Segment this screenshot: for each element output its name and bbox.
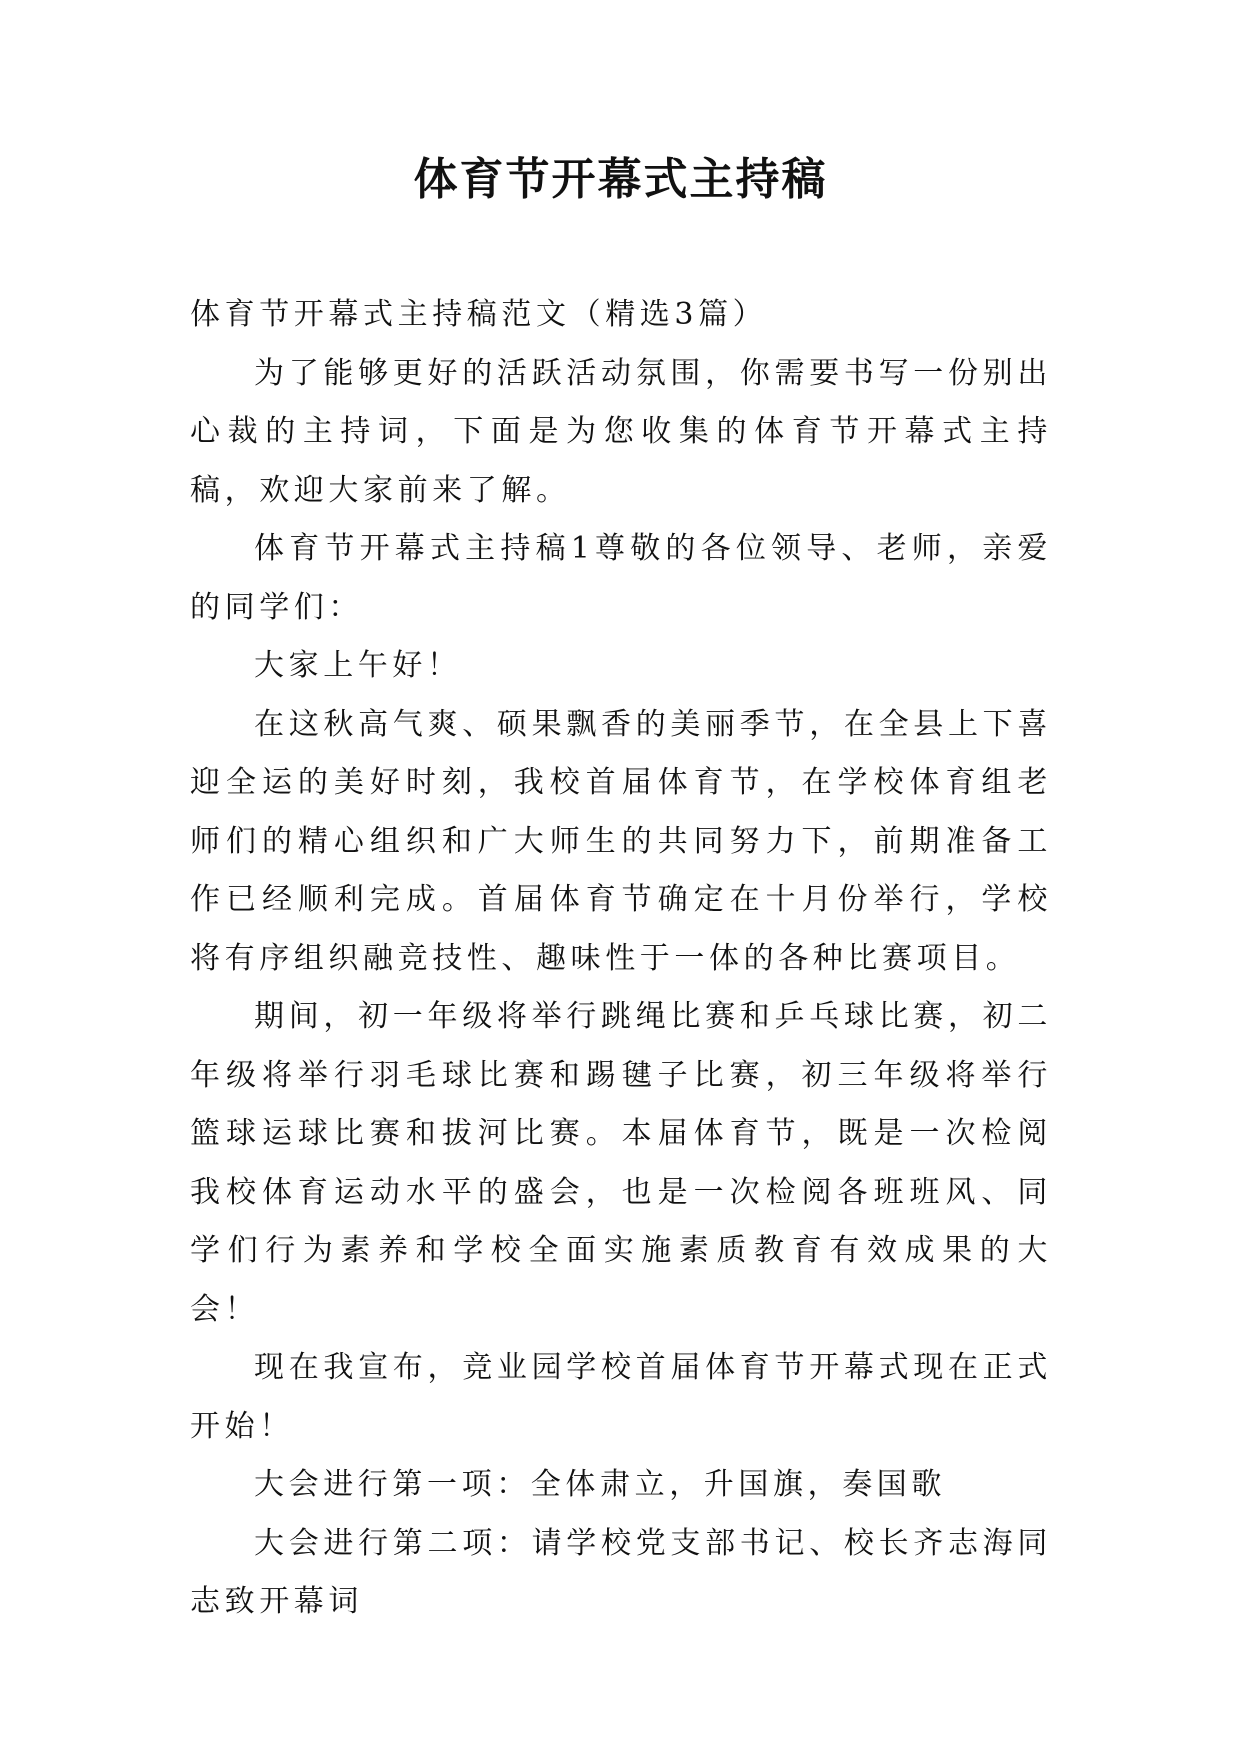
document-body [190,286,1052,1632]
paragraph-item-two: 大会进行第二项：请学校党支部书记、校长齐志海同志致开幕词 [190,1525,1052,1619]
paragraph-good-morning: 大家上午好！ [254,648,462,683]
paragraph-subtitle: 体育节开幕式主持稿范文（精选3篇） [190,297,768,332]
paragraph-item-one: 大会进行第一项：全体肃立，升国旗，奏国歌 [254,1467,946,1502]
paragraph-autumn: 在这秋高气爽、硕果飘香的美丽季节，在全县上下喜迎全运的美好时刻，我校首届体育节，在学校体育组老师们的精心组织和广大师生的共同努力下，前期准备工作已经顺利完成。首届体育节确定在十月份举行，学校将有序组织融竞技性、趣味性于一体的各种比赛项目。 [190,706,1052,976]
document-title: 体育节开幕式主持稿 [413,154,828,205]
paragraph-announcement: 现在我宣布，竞业园学校首届体育节开幕式现在正式开始！ [190,1350,1052,1444]
paragraph-greeting: 体育节开幕式主持稿1尊敬的各位领导、老师，亲爱的同学们： [190,531,1052,625]
paragraph-intro: 为了能够更好的活跃活动氛围，你需要书写一份别出心裁的主持词，下面是为您收集的体育节开幕式主持稿，欢迎大家前来了解。 [190,355,1052,508]
paragraph-events: 期间，初一年级将举行跳绳比赛和乒乓球比赛，初二年级将举行羽毛球比赛和踢毽子比赛，初三年级将举行篮球运球比赛和拔河比赛。本届体育节，既是一次检阅我校体育运动水平的盛会，也是一次检阅各班班风、同学们行为素养和学校全面实施素质教育有效成果的大会！ [190,999,1052,1327]
